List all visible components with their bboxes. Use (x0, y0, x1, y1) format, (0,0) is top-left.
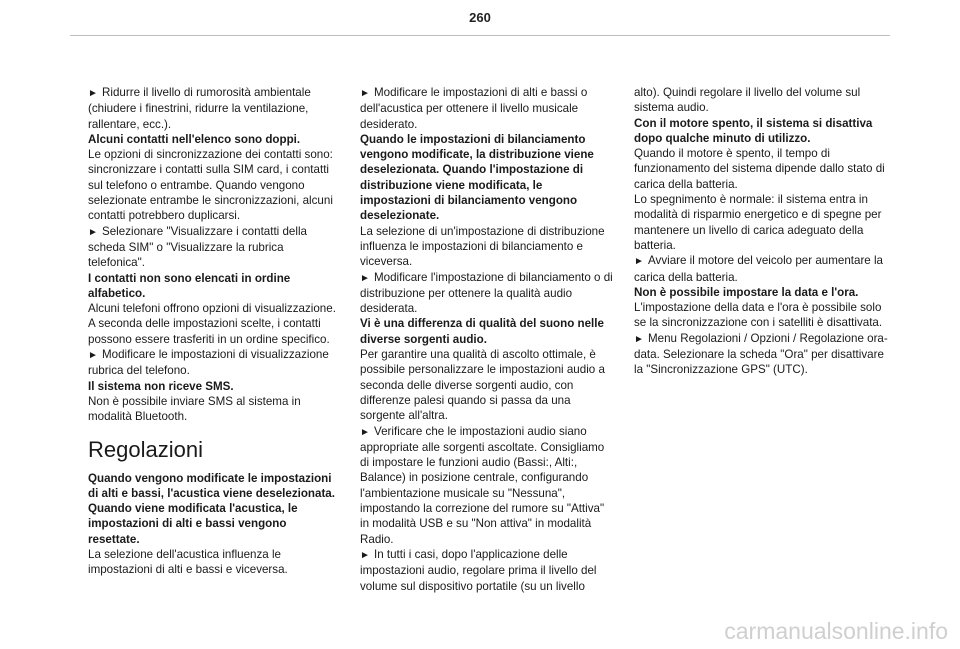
bullet-paragraph (360, 547, 616, 594)
header-divider (70, 35, 890, 36)
bullet-paragraph (360, 424, 616, 547)
question-heading: Non è possibile impostare la data e l'ora. (634, 285, 859, 299)
paragraph: Le opzioni di sincronizzazione dei contatti sono: sincronizzare i contatti sulla SIM card, i contatti sul telefono o entrambe. Quando vengono selezionate entrambe le sincronizzazioni, alcuni contatti potrebbero duplicarsi. (88, 148, 333, 223)
bullet-arrow-icon: ► (88, 350, 98, 362)
section-title: Regolazioni (88, 436, 203, 462)
page-number: 260 (469, 10, 491, 25)
question-heading: Quando le impostazioni di bilanciamento vengono modificate, la distribuzione viene deselezionata. Quando l'impostazione di distribuzione viene modificata, le impostazioni di bilanciamento vengono deselezionate. (360, 132, 594, 223)
paragraph: Quando il motore è spento, il tempo di funzionamento del sistema dipende dallo stato di carica della batteria. (634, 147, 885, 191)
question-heading: Quando vengono modificate le impostazioni di alti e bassi, l'acustica viene deselezionata. Quando viene modificata l'acustica, le impostazioni di alti e bassi vengono resettate. (88, 471, 335, 546)
paragraph-text: Ridurre il livello di rumorosità ambientale (chiudere i finestrini, ridurre la ventilazione, rallentare, ecc.). (88, 86, 311, 131)
paragraph: Alcuni telefoni offrono opzioni di visualizzazione. A seconda delle impostazioni scelte, i contatti possono essere trasferiti in un ordine specifico. (88, 302, 336, 346)
question-heading: I contatti non sono elencati in ordine alfabetico. (88, 271, 291, 300)
bullet-arrow-icon: ► (360, 426, 370, 438)
paragraph-text: Modificare le impostazioni di visualizzazione rubrica del telefono. (88, 348, 329, 378)
bullet-arrow-icon: ► (360, 549, 370, 561)
paragraph-text: In tutti i casi, dopo l'applicazione delle impostazioni audio, regolare prima il livello del volume sul dispositivo portatile (su un livello (360, 547, 597, 593)
bullet-arrow-icon: ► (634, 333, 644, 345)
paragraph: Lo spegnimento è normale: il sistema entra in modalità di risparmio energetico e di spegne per mantenere un livello di carica adeguato della batteria. (634, 193, 882, 252)
question-heading: Il sistema non riceve SMS. (88, 379, 234, 393)
question-heading: Con il motore spento, il sistema si disattiva dopo qualche minuto di utilizzo. (634, 116, 873, 145)
paragraph-text: Avviare il motore del veicolo per aumentare la carica della batteria. (634, 254, 883, 284)
paragraph-text: Modificare l'impostazione di bilanciamento o di distribuzione per ottenere la qualità audio desiderata. (360, 270, 613, 316)
bullet-arrow-icon: ► (88, 88, 98, 99)
paragraph-text: Verificare che le impostazioni audio siano appropriate alle sorgenti ascoltate. Consigliamo di impostare le funzioni audio (Bassi:, Alti:, Balance) in posizione centrale, configurando l'ambientazione musicale su "Nessuna", impostando la correzione del rumore su "Attiva" in modalità USB e su "Non attiva" in modalità Radio. (360, 424, 605, 546)
bullet-arrow-icon: ► (88, 226, 98, 238)
paragraph: L'impostazione della data e l'ora è possibile solo se la sincronizzazione con i satelliti è disattivata. (634, 301, 883, 330)
bullet-arrow-icon: ► (360, 272, 370, 284)
bullet-paragraph (360, 85, 616, 132)
column-1 (88, 85, 340, 578)
paragraph: La selezione di un'impostazione di distribuzione influenza le impostazioni di bilanciamento e viceversa. (360, 224, 605, 269)
paragraph: alto). Quindi regolare il livello del volume sul sistema audio. (634, 86, 861, 115)
bullet-paragraph (360, 270, 616, 317)
bullet-paragraph (88, 224, 340, 271)
paragraph: Per garantire una qualità di ascolto ottimale, è possibile personalizzare le impostazioni audio a seconda delle diverse sorgenti audio, con differenze palesi quando si passa da una sorgente all'altra. (360, 348, 605, 423)
bullet-paragraph (88, 347, 340, 379)
watermark: carmanualsonline.info (724, 618, 948, 644)
paragraph: Non è possibile inviare SMS al sistema in modalità Bluetooth. (88, 394, 301, 424)
column-2 (360, 85, 616, 594)
bullet-paragraph (634, 253, 894, 285)
paragraph-text: Menu Regolazioni / Opzioni / Regolazione ora-data. Selezionare la scheda "Ora" per disattivare la "Sincronizzazione GPS" (UTC). (634, 331, 888, 377)
bullet-arrow-icon: ► (360, 88, 370, 99)
question-heading: Vi è una differenza di qualità del suono nelle diverse sorgenti audio. (360, 317, 604, 346)
question-heading: Alcuni contatti nell'elenco sono doppi. (88, 132, 301, 146)
bullet-paragraph (88, 85, 340, 132)
paragraph-text: Selezionare "Visualizzare i contatti della scheda SIM" o "Visualizzare la rubrica telefonica". (88, 224, 307, 270)
column-3 (634, 85, 894, 378)
paragraph: La selezione dell'acustica influenza le impostazioni di alti e bassi e viceversa. (88, 548, 288, 577)
bullet-arrow-icon: ► (634, 256, 644, 268)
paragraph-text: Modificare le impostazioni di alti e bassi o dell'acustica per ottenere il livello musicale desiderato. (360, 86, 588, 131)
bullet-paragraph (634, 331, 894, 378)
